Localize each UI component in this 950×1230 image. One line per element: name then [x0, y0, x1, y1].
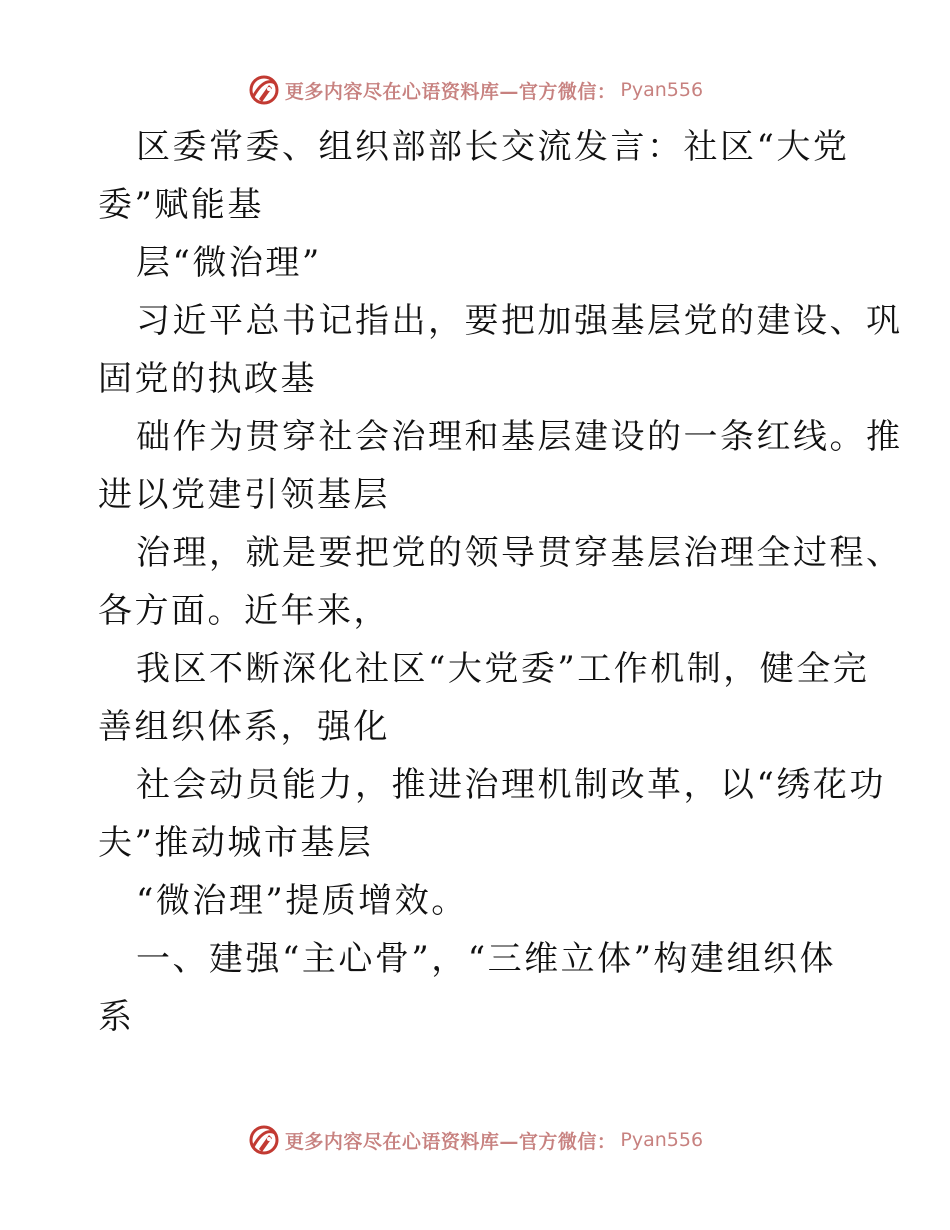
doc-line: 层“微治理” — [136, 243, 322, 283]
footer-banner — [0, 1120, 950, 1160]
doc-line: 各方面。近年来， — [98, 591, 390, 631]
banner-text: 更多内容尽在心语资料库—官方微信： — [284, 80, 617, 103]
header-banner-content — [247, 73, 703, 107]
doc-line: 固党的执政基 — [98, 359, 317, 399]
doc-line: 善组织体系，强化 — [98, 707, 390, 747]
doc-line: 夫”推动城市基层 — [98, 823, 374, 863]
pen-nib-swirl-icon — [247, 1123, 281, 1157]
banner-text: 更多内容尽在心语资料库—官方微信： — [284, 1130, 617, 1153]
doc-line: 础作为贯穿社会治理和基层建设的一条红线。推 — [136, 417, 903, 457]
doc-line: 进以党建引领基层 — [98, 475, 390, 515]
doc-line: “微治理”提质增效。 — [136, 881, 468, 921]
doc-line: 习近平总书记指出，要把加强基层党的建设、巩 — [136, 301, 903, 341]
doc-line: 我区不断深化社区“大党委”工作机制，健全完 — [136, 649, 870, 689]
banner-wechat-id: Pyan556 — [620, 79, 704, 101]
pen-nib-swirl-icon — [247, 73, 281, 107]
document-body — [98, 118, 903, 1046]
header-banner — [0, 70, 950, 110]
doc-line: 社会动员能力，推进治理机制改革，以“绣花功 — [136, 765, 886, 805]
doc-line: 治理，就是要把党的领导贯穿基层治理全过程、 — [136, 533, 903, 573]
doc-line: 一、建强“主心骨”，“三维立体”构建组织体 — [136, 939, 837, 979]
doc-line: 区委常委、组织部部长交流发言：社区“大党 — [136, 127, 850, 167]
doc-line: 委”赋能基 — [98, 185, 264, 225]
banner-wechat-id: Pyan556 — [620, 1129, 704, 1151]
footer-banner-content — [247, 1123, 703, 1157]
doc-line: 系 — [98, 997, 135, 1037]
